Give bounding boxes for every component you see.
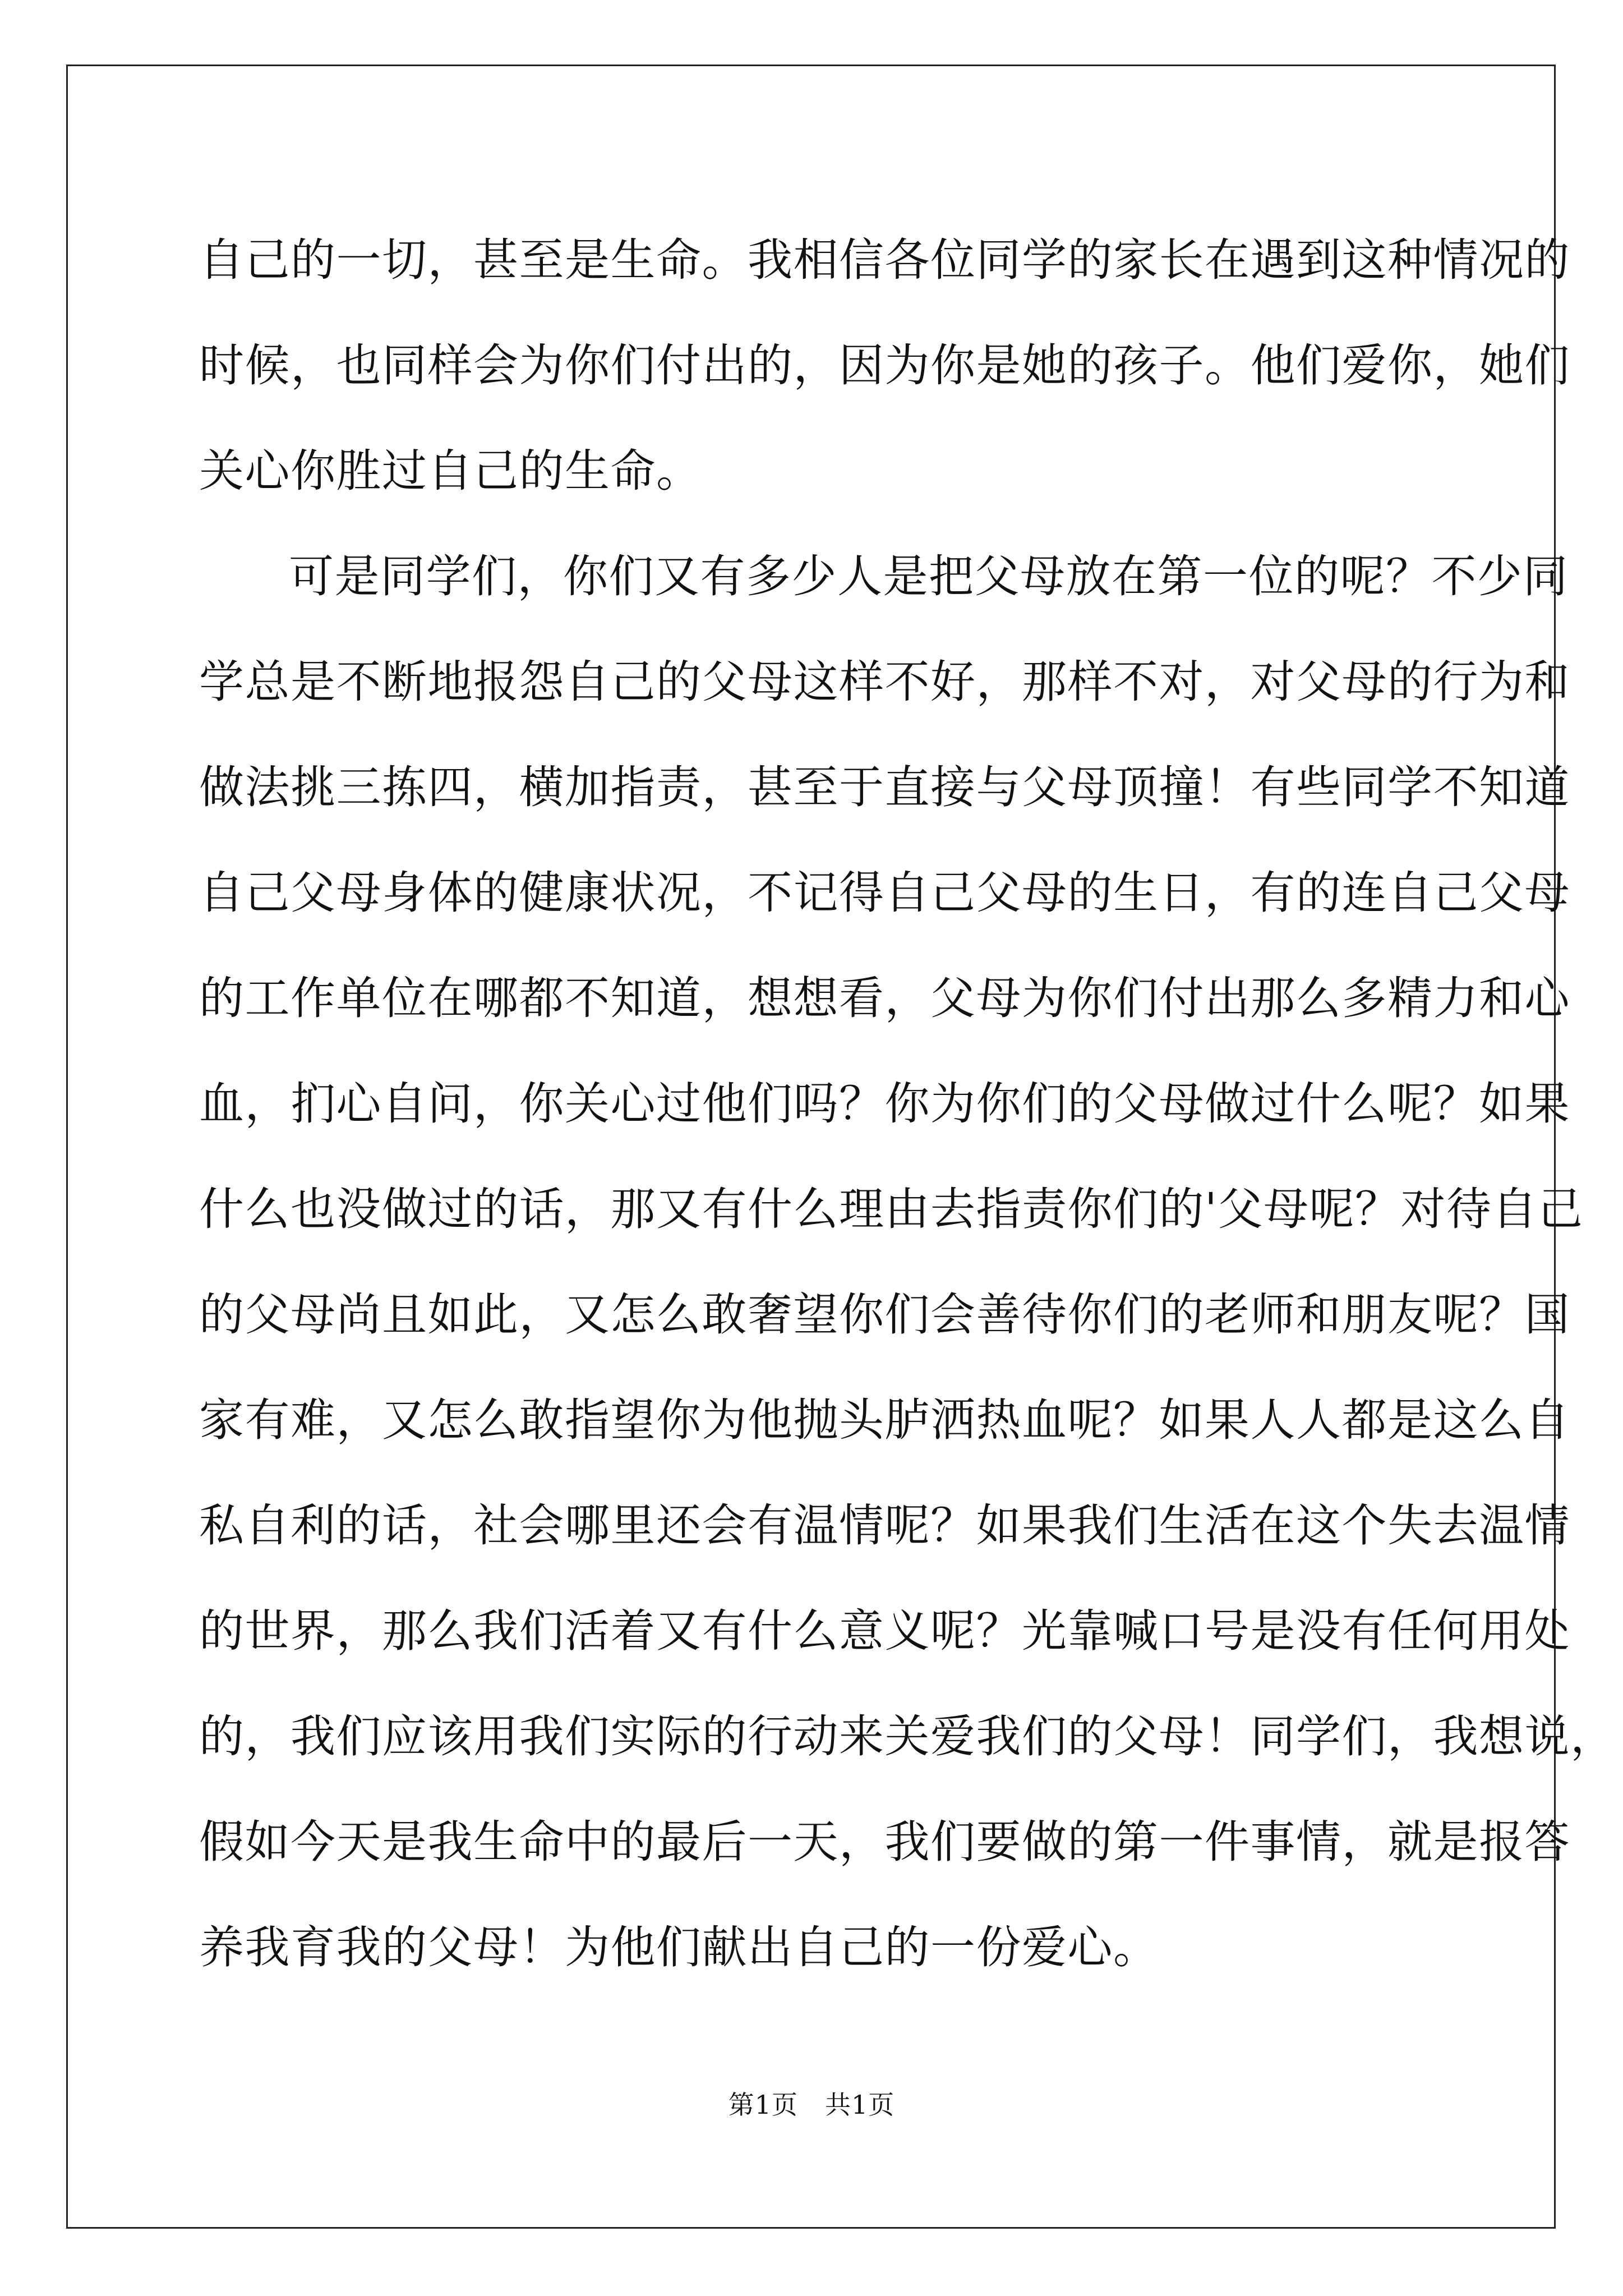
text-line: 时候，也同样会为你们付出的，因为你是她的孩子。他们爱你，她们 [199,339,1570,392]
page-total: 共1页 [825,2090,895,2120]
text-line: 的父母尚且如此，又怎么敢奢望你们会善待你们的老师和朋友呢？国 [199,1289,1570,1341]
text-line: 养我育我的父母！为他们献出自己的一份爱心。 [199,1921,1159,1973]
text-line: 做法挑三拣四，横加指责，甚至于直接与父母顶撞！有些同学不知道 [199,761,1570,813]
text-line: 家有难，又怎么敢指望你为他抛头胪洒热血呢？如果人人都是这么自 [199,1394,1570,1446]
body-text [199,208,1616,2000]
paragraph-start-line: 可是同学们，你们又有多少人是把父母放在第一位的呢？不少同 [289,550,1569,602]
page-number: 第1页 [728,2090,798,2120]
text-line: 学总是不断地报怨自己的父母这样不好，那样不对，对父母的行为和 [199,656,1570,708]
text-line: 的世界，那么我们活着又有什么意义呢？光靠喊口号是没有任何用处 [199,1605,1570,1657]
text-line: 什么也没做过的话，那又有什么理由去指责你们的'父母呢？对待自己 [199,1183,1584,1235]
text-line: 的，我们应该用我们实际的行动来关爱我们的父母！同学们，我想说， [199,1710,1616,1763]
text-line: 私自利的话，社会哪里还会有温情呢？如果我们生活在这个失去温情 [199,1499,1570,1552]
text-line: 的工作单位在哪都不知道，想想看，父母为你们付出那么多精力和心 [199,972,1570,1024]
text-line: 血，扪心自问，你关心过他们吗？你为你们的父母做过什么呢？如果 [199,1078,1570,1130]
page-footer [0,2085,1623,2122]
text-line: 自己父母身体的健康状况，不记得自己父母的生日，有的连自己父母 [199,867,1570,919]
text-line: 关心你胜过自己的生命。 [199,445,702,497]
text-line: 假如今天是我生命中的最后一天，我们要做的第一件事情，就是报答 [199,1816,1570,1868]
text-line: 自己的一切，甚至是生命。我相信各位同学的家长在遇到这种情况的 [199,234,1570,286]
